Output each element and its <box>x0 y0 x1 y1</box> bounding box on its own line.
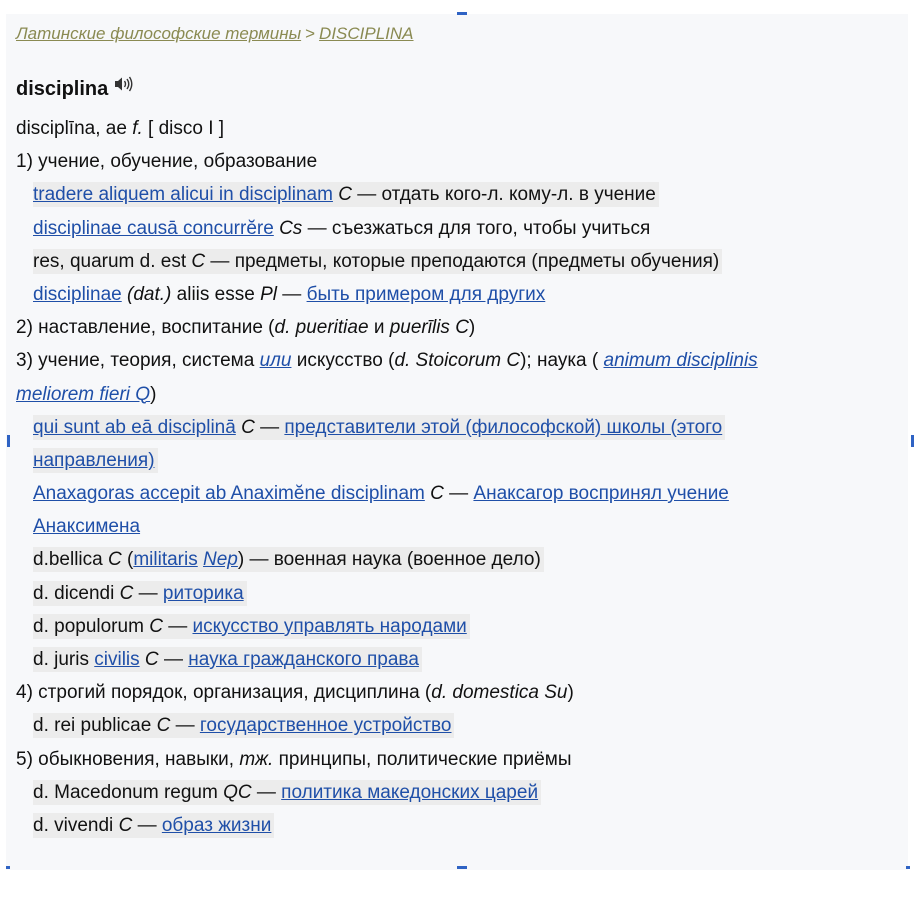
source-abbr: C <box>108 549 122 571</box>
dash: — <box>163 649 183 670</box>
example-latin: d.bellica <box>33 549 103 571</box>
dash: — <box>282 283 302 305</box>
example-translation: — отдать кого-л. кому-л. в учение <box>357 184 656 206</box>
example-row <box>16 776 904 809</box>
example-latin-link[interactable]: qui sunt ab eā disciplinā <box>33 416 236 438</box>
example-latin: d. dicendi <box>33 582 115 604</box>
example-translation-link[interactable]: риторика <box>162 582 244 604</box>
source-abbr: QC <box>223 781 252 803</box>
breadcrumb-current-link[interactable]: DISCIPLINA <box>319 24 414 43</box>
resize-handle-top[interactable] <box>457 12 467 15</box>
head-ref: [ disco I ] <box>148 118 225 139</box>
sense-3-continued <box>16 378 904 411</box>
sense-5 <box>16 743 904 776</box>
source-abbr: Cs <box>279 217 303 239</box>
sense-text: ); наука ( <box>520 350 599 372</box>
paren: ) <box>150 383 157 405</box>
abbreviation: тж. <box>239 748 274 770</box>
quote-link[interactable]: meliorem fieri Q <box>16 383 151 405</box>
example-latin-link[interactable]: Anaxagoras accepit ab Anaximĕne disciplinam <box>33 483 425 505</box>
conjunction: и <box>373 317 385 339</box>
source-abbr: C <box>119 582 134 604</box>
sense-text: принципы, политические приёмы <box>278 748 572 770</box>
resize-handle-right[interactable] <box>911 435 914 447</box>
example-translation-link[interactable]: Анаксимена <box>33 516 141 538</box>
example-row <box>16 411 904 444</box>
sense-1: 1) учение, обучение, образование <box>16 151 318 173</box>
dash: — <box>256 781 276 803</box>
quote-link[interactable]: animum disciplinis <box>603 350 758 372</box>
example-row <box>16 245 904 278</box>
example-row <box>16 543 904 576</box>
example-translation: — предметы, которые преподаются (предметы обучения) <box>210 250 720 272</box>
example-translation-link[interactable]: быть примером для других <box>306 283 546 305</box>
example-row <box>16 709 904 742</box>
example-row <box>16 577 904 610</box>
sense-text: 3) учение, теория, система <box>16 350 255 372</box>
example-row <box>16 178 904 211</box>
example-row-continued <box>16 510 904 543</box>
dash: — <box>260 416 280 438</box>
sense-text: искусство ( <box>296 350 395 372</box>
source-abbr: Pl <box>260 283 277 305</box>
paren: ) <box>468 317 476 339</box>
resize-handle-bottom-right[interactable] <box>906 866 910 869</box>
sense-2 <box>16 311 904 344</box>
example-latin: d. juris <box>33 649 89 670</box>
example-translation-link[interactable]: направления) <box>33 449 155 471</box>
breadcrumb <box>16 20 904 48</box>
source-abbr: C <box>156 715 171 737</box>
breadcrumb-parent-link[interactable]: Латинские философские термины <box>16 24 302 43</box>
resize-handle-bottom[interactable] <box>457 866 467 869</box>
source-ref: d. domestica Su <box>431 682 568 704</box>
paren: ( <box>127 549 134 571</box>
sense-text: 5) обыкновения, навыки, <box>16 748 235 770</box>
example-translation-link[interactable]: Анаксагор воспринял учение <box>473 483 729 505</box>
headword: disciplina <box>16 77 109 100</box>
example-row-continued <box>16 444 904 477</box>
resize-handle-bottom-left[interactable] <box>6 866 10 869</box>
example-latin: d. populorum <box>33 615 144 637</box>
grammar-note: (dat.) <box>127 283 172 305</box>
example-translation-link[interactable]: политика македонских царей <box>281 781 539 803</box>
headword-row <box>16 74 904 104</box>
example-row <box>16 643 904 676</box>
dictionary-entry <box>16 20 904 842</box>
source-link[interactable]: Nep <box>203 549 238 571</box>
example-row <box>16 278 904 311</box>
synonym-link[interactable]: civilis <box>94 649 140 670</box>
source-ref: d. pueritiae <box>274 317 369 339</box>
example-translation-link[interactable]: образ жизни <box>161 814 272 836</box>
source-abbr: C <box>241 416 255 438</box>
dash: — <box>449 483 469 505</box>
source-ref: d. Stoicorum C <box>394 350 521 372</box>
dash: — <box>138 582 158 604</box>
speaker-icon[interactable] <box>114 76 134 92</box>
entry-body <box>16 112 904 842</box>
example-translation-link[interactable]: представители этой (философской) школы (этого <box>284 416 723 438</box>
dash: — <box>168 615 188 637</box>
head-line <box>16 112 904 145</box>
example-latin: d. Macedonum regum <box>33 781 218 803</box>
example-translation: ) — военная наука (военное дело) <box>237 549 541 571</box>
example-row <box>16 477 904 510</box>
example-translation-link[interactable]: искусство управлять народами <box>192 615 467 637</box>
example-latin: d. vivendi <box>33 814 114 836</box>
sense-text: 2) наставление, воспитание ( <box>16 317 275 339</box>
source-abbr: C <box>149 615 163 637</box>
paren: ) <box>567 682 574 704</box>
or-link[interactable]: или <box>259 350 292 372</box>
example-translation: — съезжаться для того, чтобы учиться <box>307 217 651 239</box>
head-lemma: disciplīna, ae <box>16 118 127 139</box>
source-ref: puerīlis C <box>389 317 469 339</box>
example-translation-link[interactable]: наука гражданского права <box>188 649 419 670</box>
example-translation-link[interactable]: государственное устройство <box>199 715 452 737</box>
sense-text: 4) строгий порядок, организация, дисциплина ( <box>16 682 432 704</box>
sense-3 <box>16 344 904 377</box>
source-abbr: C <box>191 250 206 272</box>
dash: — <box>137 814 157 836</box>
source-abbr: C <box>338 184 352 206</box>
example-latin: aliis esse <box>176 283 255 305</box>
sense-4 <box>16 676 904 709</box>
example-latin-link[interactable]: disciplinae <box>33 283 122 305</box>
synonym-link[interactable]: militaris <box>133 549 198 571</box>
example-latin-link[interactable]: disciplinae causā concurrĕre <box>33 217 274 239</box>
example-latin: res, quarum d. est <box>33 250 187 272</box>
breadcrumb-separator: > <box>305 24 316 43</box>
example-row <box>16 212 904 245</box>
source-abbr: C <box>118 814 133 836</box>
dash: — <box>175 715 195 737</box>
example-row <box>16 610 904 643</box>
source-abbr: C <box>430 483 444 505</box>
example-row <box>16 809 904 842</box>
resize-handle-left[interactable] <box>7 435 10 447</box>
head-gender: f. <box>132 118 143 139</box>
example-latin: d. rei publicae <box>33 715 152 737</box>
example-latin-link[interactable]: tradere aliquem alicui in disciplinam <box>33 184 333 206</box>
source-abbr: C <box>144 649 159 670</box>
